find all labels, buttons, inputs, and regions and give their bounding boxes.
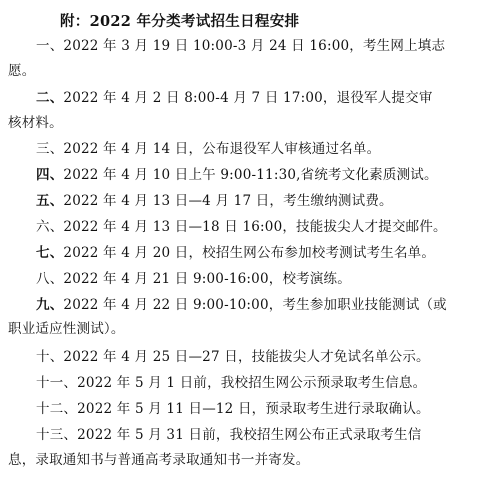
item-text: 2022 年 4 月 10 日上午 9:00-11:30,省统考文化素质测试。: [63, 167, 438, 183]
item-number: 一、: [36, 38, 64, 54]
item-text: 2022 年 4 月 14 日，公布退役军人审核通过名单。: [63, 141, 381, 157]
schedule-item-4: [36, 163, 486, 187]
item-number: 六、: [36, 219, 64, 235]
schedule-item-7: [36, 241, 486, 265]
item-text: 2022 年 3 月 19 日 10:00-3 月 24 日 16:00，考生网上填志: [63, 38, 446, 54]
item-number: 九、: [36, 297, 64, 313]
schedule-item-8: [36, 267, 486, 291]
schedule-item-11: [36, 371, 486, 395]
item-text: 2022 年 5 月 1 日前，我校招生网公示预录取考生信息。: [77, 375, 427, 391]
item-number: 八、: [36, 271, 64, 287]
item-number: 五、: [36, 193, 64, 209]
schedule-item-9-continued: [8, 317, 486, 341]
item-text: 2022 年 5 月 11 日—12 日，预录取考生进行录取确认。: [77, 401, 430, 417]
schedule-item-2: [36, 86, 486, 110]
item-text: 核材料。: [8, 115, 63, 131]
item-number: 十一、: [36, 375, 78, 391]
schedule-item-1: [36, 34, 486, 58]
item-text: 2022 年 4 月 13 日—18 日 16:00，技能拔尖人才提交邮件。: [63, 219, 447, 235]
item-text: 2022 年 4 月 13 日—4 月 17 日，考生缴纳测试费。: [63, 193, 393, 209]
schedule-item-3: [36, 137, 486, 161]
schedule-item-6: [36, 215, 486, 239]
schedule-item-13-continued: [8, 448, 486, 472]
item-number: 二、: [36, 90, 64, 106]
item-text: 2022 年 5 月 31 日前，我校招生网公布正式录取考生信: [77, 427, 422, 443]
item-text: 愿。: [8, 63, 36, 79]
schedule-item-1-continued: [8, 59, 486, 83]
item-text: 息，录取通知书与普通高考录取通知书一并寄发。: [8, 452, 310, 468]
document-title: 附：2022 年分类考试招生日程安排: [60, 13, 300, 30]
item-number: 四、: [36, 167, 64, 183]
item-text: 2022 年 4 月 22 日 9:00-10:00，考生参加职业技能测试（或: [63, 297, 447, 313]
schedule-item-12: [36, 397, 486, 421]
item-number: 三、: [36, 141, 64, 157]
schedule-item-13: [36, 423, 486, 447]
item-text: 2022 年 4 月 2 日 8:00-4 月 7 日 17:00，退役军人提交审: [63, 90, 433, 106]
schedule-item-10: [36, 345, 486, 369]
item-text: 2022 年 4 月 25 日—27 日，技能拔尖人才免试名单公示。: [63, 349, 430, 365]
item-text: 2022 年 4 月 21 日 9:00-16:00，校考演练。: [63, 271, 351, 287]
schedule-item-2-continued: [8, 111, 486, 135]
item-number: 七、: [36, 245, 64, 261]
item-number: 十、: [36, 349, 64, 365]
schedule-item-9: [36, 293, 486, 317]
item-text: 职业适应性测试）。: [8, 321, 125, 337]
item-number: 十三、: [36, 427, 78, 443]
item-text: 2022 年 4 月 20 日，校招生网公布参加校考测试考生名单。: [63, 245, 436, 261]
schedule-item-5: [36, 189, 486, 213]
item-number: 十二、: [36, 401, 78, 417]
